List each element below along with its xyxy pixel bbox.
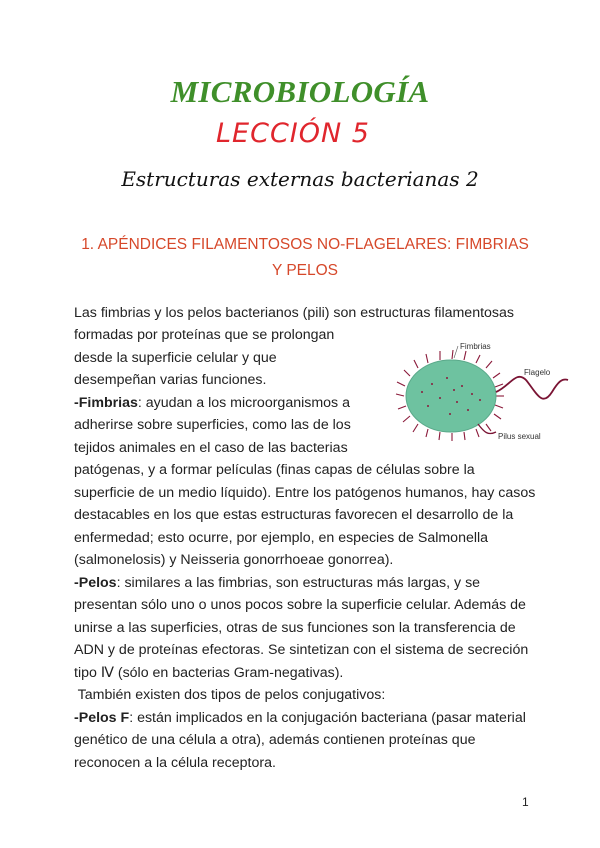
paragraph-line: [74, 710, 526, 726]
term-pelos-f: -Pelos F: [74, 710, 130, 726]
term-pelos: -Pelos: [74, 575, 117, 591]
section-heading-line: Y PELOS: [271, 262, 339, 279]
paragraph-line: tejidos animales en el caso de las bacterias: [74, 440, 348, 456]
paragraph-line: patógenas, y a formar películas (finas capas de células sobre la: [74, 462, 475, 478]
fimbrias-pointer: [454, 346, 458, 358]
page-number: 1: [522, 795, 529, 809]
label-fimbrias: Fimbrias: [460, 342, 491, 351]
paragraph-line: desempeñan varias funciones.: [74, 372, 267, 388]
paragraph-line: formadas por proteínas que se prolongan: [74, 327, 335, 343]
paragraph-text: : están implicados en la conjugación bacteriana (pasar material: [129, 710, 526, 726]
label-flagelo: Flagelo: [524, 368, 551, 377]
section-heading: [80, 232, 530, 284]
paragraph-line: destacables en los que estas estructuras favorecen el desarrollo de la: [74, 507, 514, 523]
paragraph-line: presentan sólo uno o unos pocos sobre la superficie celular. Además de: [74, 597, 526, 613]
paragraph-text: : ayudan a los microorganismos a: [137, 395, 350, 411]
paragraph-line: También existen dos tipos de pelos conjugativos:: [74, 687, 386, 703]
label-pilus: Pilus sexual: [498, 432, 541, 441]
paragraph-text: : similares a las fimbrias, son estructuras más largas, y se: [116, 575, 481, 591]
flagellum: [496, 377, 568, 399]
paragraph-line: ADN y de proteínas efectoras. Se sintetizan con el sistema de secreción: [74, 642, 529, 658]
paragraph-line: genético de una célula a otra), además contienen proteínas que: [74, 732, 476, 748]
paragraph-line: unirse a las superficies, otras de sus funciones son la transferencia de: [74, 620, 516, 636]
paragraph-line: Las fimbrias y los pelos bacterianos (pili) son estructuras filamentosas: [74, 305, 514, 321]
paragraph-line: desde la superficie celular y que: [74, 350, 277, 366]
lesson-subtitle: Estructuras externas bacterianas 2: [121, 167, 479, 191]
paragraph-line: enfermedad; esto ocurre, por ejemplo, en especies de Salmonella: [74, 530, 489, 546]
paragraph-line: reconocen a la célula receptora.: [74, 755, 276, 771]
paragraph-line: tipo Ⅳ (sólo en bacterias Gram-negativas).: [74, 665, 344, 681]
document-title: MICROBIOLOGÍA: [170, 74, 430, 109]
paragraph-line: [74, 395, 350, 411]
paragraph-line: [74, 575, 480, 591]
bacterium-illustration: [392, 336, 572, 446]
paragraph-line: adherirse sobre superficies, como las de los: [74, 417, 351, 433]
lesson-number: LECCIÓN 5: [216, 118, 370, 149]
paragraph-line: (salmonelosis) y Neisseria gonorrhoeae gonorrea).: [74, 552, 394, 568]
bacterium-body: [406, 360, 496, 432]
paragraph-line: superficie de un medio líquido). Entre los patógenos humanos, hay casos: [74, 485, 536, 501]
term-fimbrias: -Fimbrias: [74, 395, 138, 411]
section-heading-line: 1. APÉNDICES FILAMENTOSOS NO-FLAGELARES: FIMBRIAS: [81, 236, 529, 253]
